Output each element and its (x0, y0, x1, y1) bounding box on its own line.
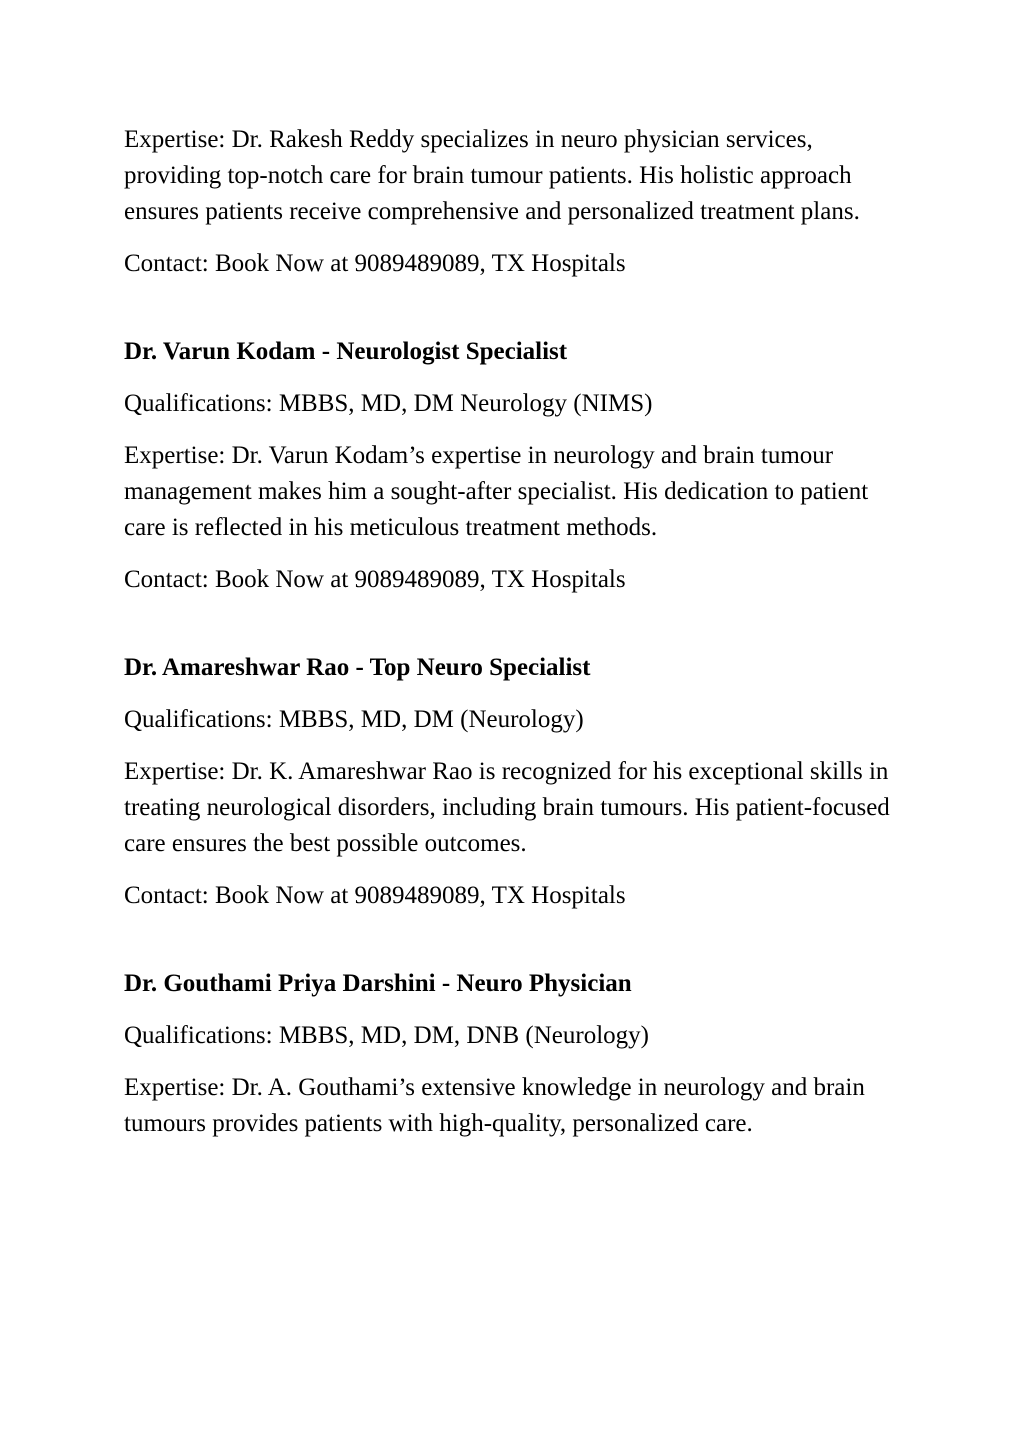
doctor-name-heading: Dr. Amareshwar Rao - Top Neuro Specialist (124, 654, 591, 681)
expertise-text: Expertise: Dr. Varun Kodam’s expertise in neurology and brain tumour management makes him a sought-after specialist. His dedication to patient care is reflected in his meticulous treatment methods. (124, 442, 869, 541)
contact-text: Contact: Book Now at 9089489089, TX Hospitals (124, 882, 626, 909)
doctor-entry-varun-kodam (124, 334, 904, 598)
doctor-name-heading: Dr. Varun Kodam - Neurologist Specialist (124, 338, 568, 365)
doctor-name-heading: Dr. Gouthami Priya Darshini - Neuro Physician (124, 970, 632, 997)
contact-text: Contact: Book Now at 9089489089, TX Hospitals (124, 250, 626, 277)
qualifications-text: Qualifications: MBBS, MD, DM Neurology (NIMS) (124, 390, 653, 417)
qualifications-text: Qualifications: MBBS, MD, DM (Neurology) (124, 706, 584, 733)
expertise-text: Expertise: Dr. Rakesh Reddy specializes in neuro physician services, providing top-notch care for brain tumour patients. His holistic approach ensures patients receive comprehensive and personalized treatment plans. (124, 126, 860, 225)
expertise-text: Expertise: Dr. K. Amareshwar Rao is recognized for his exceptional skills in treating neurological disorders, including brain tumours. His patient-focused care ensures the best possible outcomes. (124, 758, 890, 857)
expertise-text: Expertise: Dr. A. Gouthami’s extensive knowledge in neurology and brain tumours provides patients with high-quality, personalized care. (124, 1074, 865, 1137)
document-page (124, 122, 904, 1158)
doctor-entry-rakesh-reddy (124, 122, 904, 282)
qualifications-text: Qualifications: MBBS, MD, DM, DNB (Neurology) (124, 1022, 649, 1049)
doctor-entry-amareshwar-rao (124, 650, 904, 914)
contact-text: Contact: Book Now at 9089489089, TX Hospitals (124, 566, 626, 593)
doctor-entry-gouthami-priya-darshini (124, 966, 904, 1142)
